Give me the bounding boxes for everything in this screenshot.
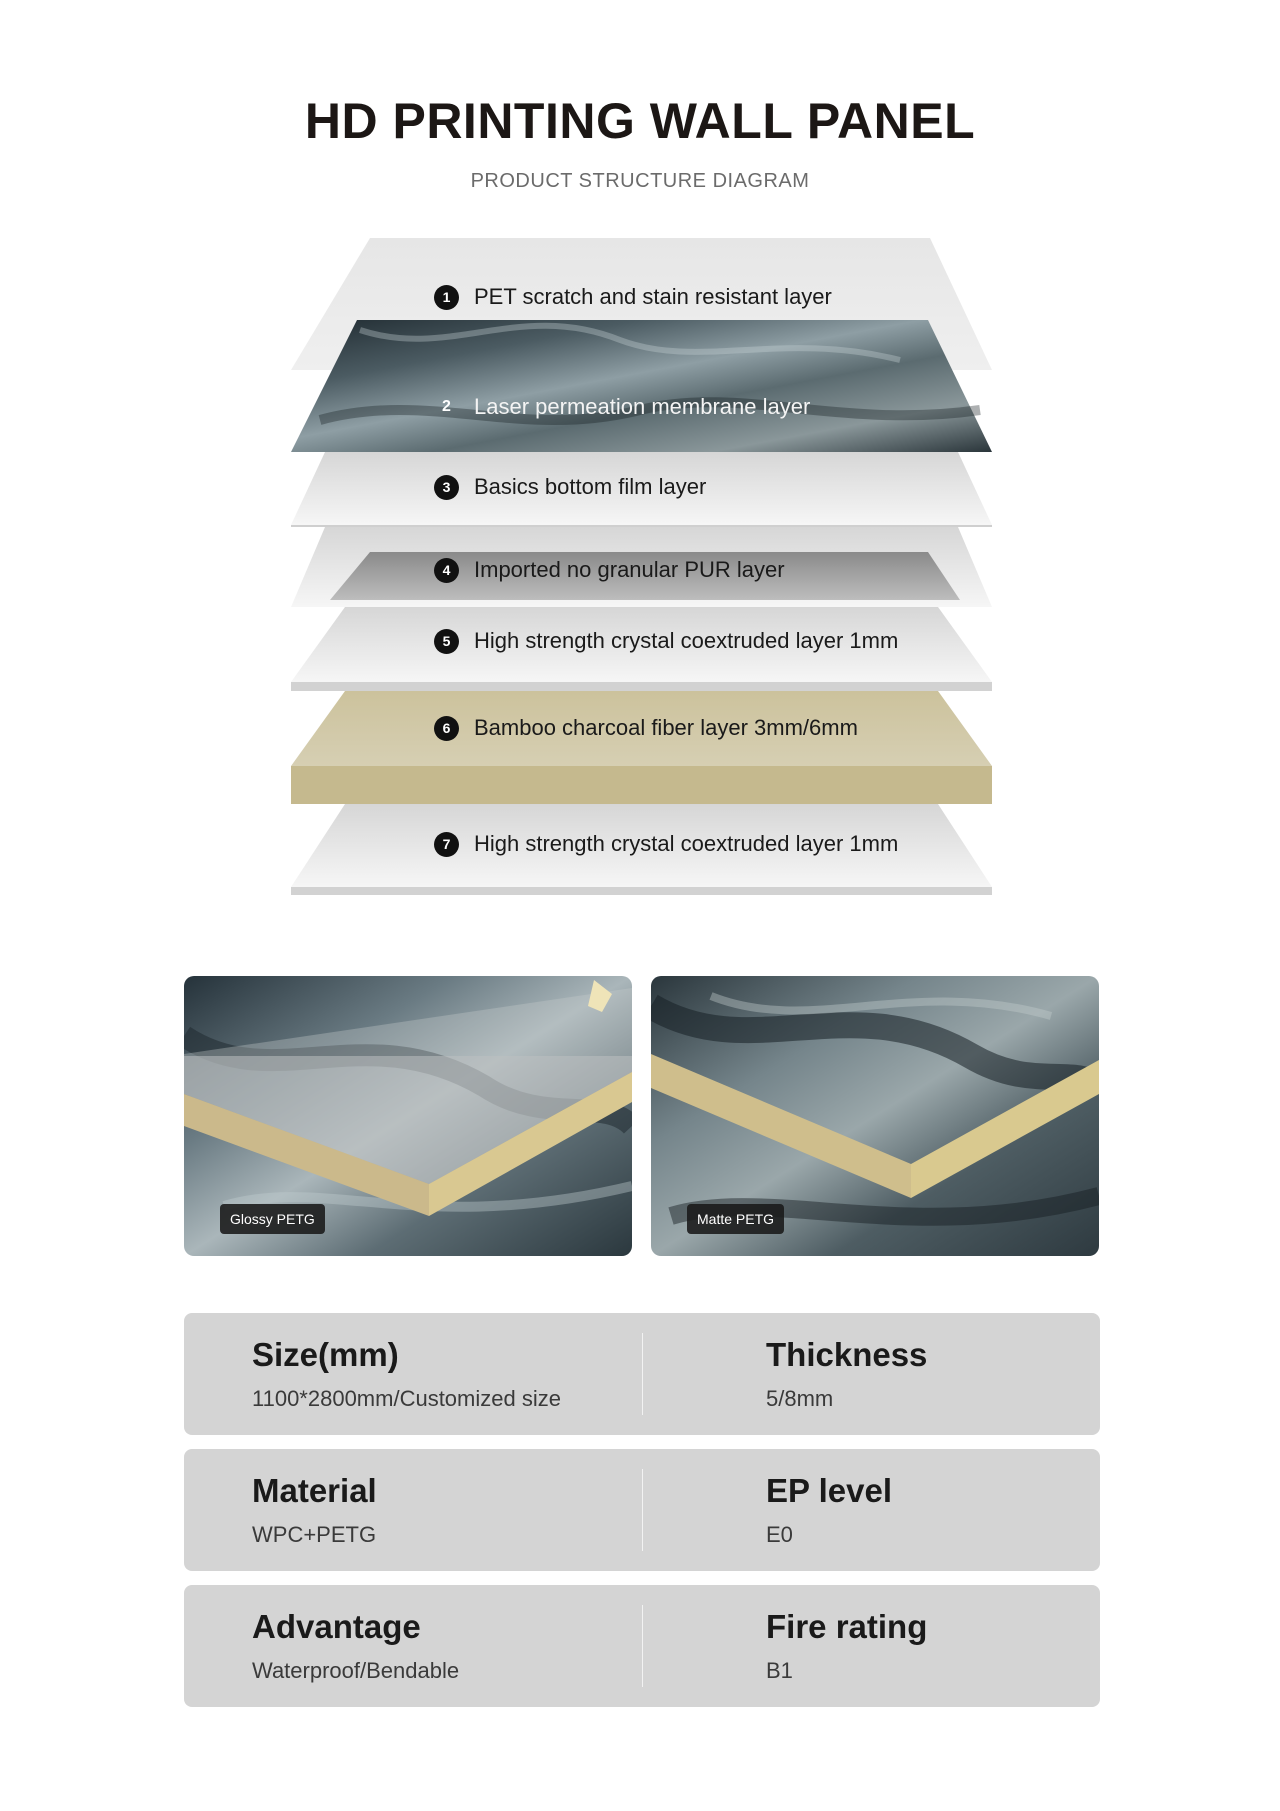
spec-row-size-thickness: [184, 1313, 1100, 1435]
layer-4-text: Imported no granular PUR layer: [474, 557, 785, 582]
layer-7-number: 7: [434, 832, 459, 857]
layer-2-text: Laser permeation membrane layer: [474, 394, 811, 419]
spec-ep-level-value: E0: [766, 1522, 793, 1547]
spec-ep-level: [766, 1471, 892, 1549]
layer-6-number: 6: [434, 716, 459, 741]
spec-thickness-title: Thickness: [766, 1336, 928, 1373]
layer-5-label: [434, 626, 898, 656]
layer-3-label: [434, 472, 706, 502]
glossy-sample-image: [184, 976, 632, 1256]
spec-divider: [642, 1605, 643, 1687]
spec-size: [252, 1335, 561, 1413]
layer-1-text: PET scratch and stain resistant layer: [474, 284, 832, 309]
layer-6-text: Bamboo charcoal fiber layer 3mm/6mm: [474, 715, 858, 740]
layer-5-number: 5: [434, 629, 459, 654]
spec-size-title: Size(mm): [252, 1336, 399, 1373]
spec-size-value: 1100*2800mm/Customized size: [252, 1386, 561, 1411]
matte-sample-image: [651, 976, 1099, 1256]
spec-material: [252, 1471, 377, 1549]
layer-2-label: [434, 392, 810, 422]
spec-fire-rating-value: B1: [766, 1658, 793, 1683]
spec-divider: [642, 1333, 643, 1415]
layer-4-number: 4: [434, 558, 459, 583]
matte-sample-tag: Matte PETG: [687, 1204, 784, 1234]
spec-row-advantage-fire: [184, 1585, 1100, 1707]
page-title: HD PRINTING WALL PANEL: [304, 93, 976, 149]
spec-material-title: Material: [252, 1472, 377, 1509]
layer-7-label: [434, 829, 898, 859]
spec-ep-level-title: EP level: [766, 1472, 892, 1509]
layer-7-text: High strength crystal coextruded layer 1mm: [474, 831, 899, 856]
layer-4-label: [434, 555, 785, 585]
layer-1-label: [434, 282, 832, 312]
spec-row-material-ep: [184, 1449, 1100, 1571]
spec-fire-rating-title: Fire rating: [766, 1608, 928, 1645]
spec-divider: [642, 1469, 643, 1551]
spec-advantage-title: Advantage: [252, 1608, 421, 1645]
layer-3-number: 3: [434, 475, 459, 500]
spec-fire-rating: [766, 1607, 927, 1685]
spec-thickness-value: 5/8mm: [766, 1386, 834, 1411]
layer-3-text: Basics bottom film layer: [474, 474, 707, 499]
layer-2-number: 2: [442, 398, 451, 415]
layer-6-label: [434, 713, 858, 743]
layer-1-number: 1: [434, 285, 459, 310]
glossy-sample-tag: Glossy PETG: [220, 1204, 325, 1234]
spec-advantage: [252, 1607, 459, 1685]
page-subtitle: PRODUCT STRUCTURE DIAGRAM: [470, 170, 810, 192]
spec-thickness: [766, 1335, 927, 1413]
spec-material-value: WPC+PETG: [252, 1522, 377, 1547]
layer-5-text: High strength crystal coextruded layer 1mm: [474, 628, 899, 653]
spec-advantage-value: Waterproof/Bendable: [252, 1658, 460, 1683]
